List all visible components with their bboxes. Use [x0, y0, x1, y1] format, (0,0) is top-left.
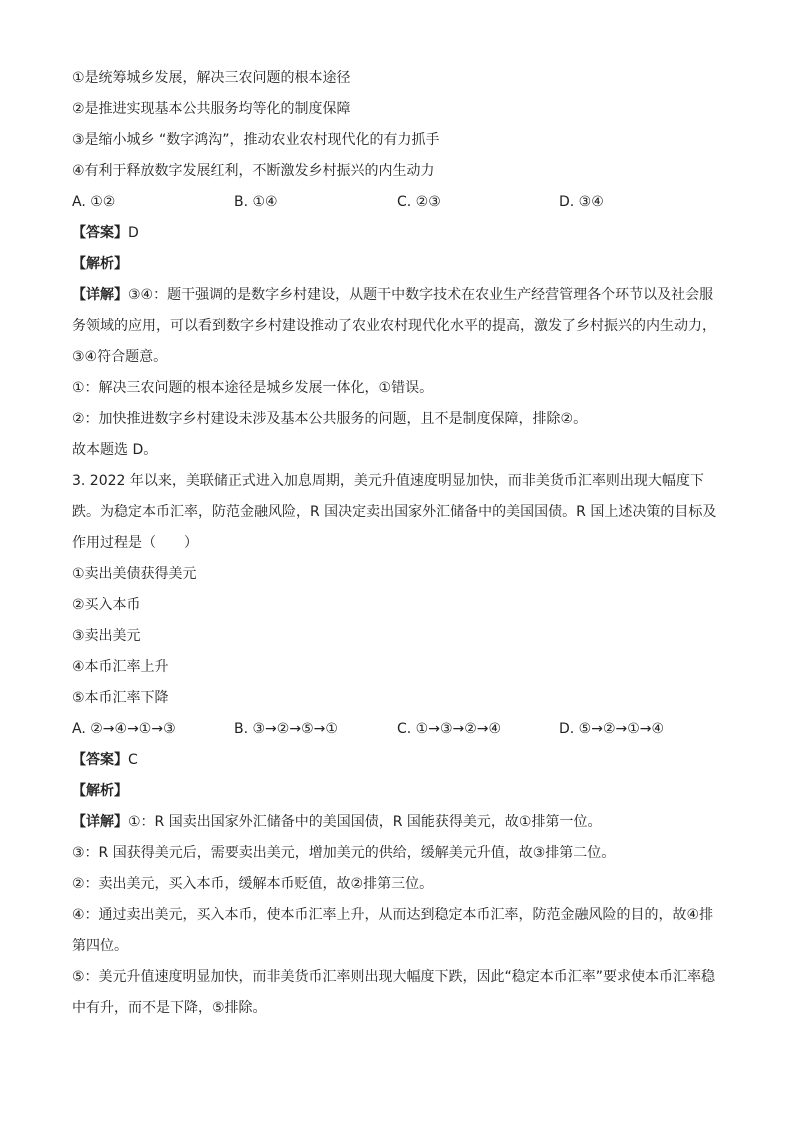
answer-tag: 【答案】 [72, 752, 128, 768]
analysis-tag: 【解析】 [72, 783, 128, 799]
q3-option-a: A. ②→④→①→③ [72, 721, 176, 737]
q2-detail [72, 280, 727, 373]
document-page [72, 63, 732, 1024]
q2-statement-2: ②是推进实现基本公共服务均等化的制度保障 [72, 101, 351, 117]
q2-answer [72, 218, 732, 249]
q2-conclusion: 故本题选 D。 [72, 442, 158, 458]
q2-option-b: B. ①④ [234, 194, 278, 210]
q3-point-3: ④：通过卖出美元，买入本币，使本币汇率上升，从而达到稳定本币汇率，防范金融风险的目的，故④排第四位。 [72, 907, 714, 954]
q2-statement-1: ①是统筹城乡发展，解决三农问题的根本途径 [72, 70, 351, 86]
q2-option-d: D. ③④ [559, 194, 604, 210]
q2-option-c: C. ②③ [397, 194, 441, 210]
q3-statement-2: ②买入本币 [72, 597, 141, 613]
detail-text: ③④：题干强调的是数字乡村建设，从题干中数字技术在农业生产经营管理各个环节以及社会服务领域的应用，可以看到数字乡村建设推动了农业农村现代化水平的提高，激发了乡村振兴的内生动力，③④符合题意。 [72, 287, 716, 365]
analysis-tag: 【解析】 [72, 256, 128, 272]
q3-point-2: ②：卖出美元，买入本币，缓解本币贬值，故②排第三位。 [72, 876, 434, 892]
detail-tag: 【详解】 [72, 814, 128, 830]
q3-options [72, 714, 732, 745]
q3-statement-1: ①卖出美债获得美元 [72, 566, 197, 582]
q3-option-b: B. ③→②→⑤→① [234, 721, 338, 737]
q3-answer [72, 745, 732, 776]
q3-stem: 3. 2022 年以来，美联储正式进入加息周期，美元升值速度明显加快，而非美货币汇率则出现大幅度下跌。为稳定本币汇率，防范金融风险，R 国决定卖出国家外汇储备中的美国国债。R 国上述决策的目标及作用过程是（ ） [72, 473, 717, 551]
q2-statement-4: ④有利于释放数字发展红利，不断激发乡村振兴的内生动力 [72, 163, 435, 179]
q3-point-4: ⑤：美元升值速度明显加快，而非美货币汇率则出现大幅度下跌，因此“稳定本币汇率”要求使本币汇率稳中有升，而不是下降，⑤排除。 [72, 969, 716, 1016]
q3-analysis-heading [72, 776, 732, 807]
q2-point-2: ②：加快推进数字乡村建设未涉及基本公共服务的问题，且不是制度保障，排除②。 [72, 411, 588, 427]
answer-tag: 【答案】 [72, 225, 128, 241]
q2-statement-3: ③是缩小城乡 “数字鸿沟”，推动农业农村现代化的有力抓手 [72, 132, 440, 148]
q3-point-1: ③：R 国获得美元后，需要卖出美元，增加美元的供给，缓解美元升值，故③排第二位。 [72, 845, 616, 861]
answer-value: D [128, 225, 139, 241]
q3-statement-5: ⑤本币汇率下降 [72, 690, 169, 706]
detail-tag: 【详解】 [72, 287, 128, 303]
q2-point-1: ①：解决三农问题的根本途径是城乡发展一体化，①错误。 [72, 380, 434, 396]
q3-statement-4: ④本币汇率上升 [72, 659, 169, 675]
detail-text: ①：R 国卖出国家外汇储备中的美国国债，R 国能获得美元，故①排第一位。 [128, 814, 602, 830]
q2-options [72, 187, 732, 218]
q3-option-d: D. ⑤→②→①→④ [559, 721, 665, 737]
answer-value: C [128, 752, 138, 768]
q3-statement-3: ③卖出美元 [72, 628, 141, 644]
q2-analysis-heading [72, 249, 732, 280]
q2-option-a: A. ①② [72, 194, 116, 210]
q3-detail [72, 807, 732, 838]
q3-option-c: C. ①→③→②→④ [397, 721, 502, 737]
